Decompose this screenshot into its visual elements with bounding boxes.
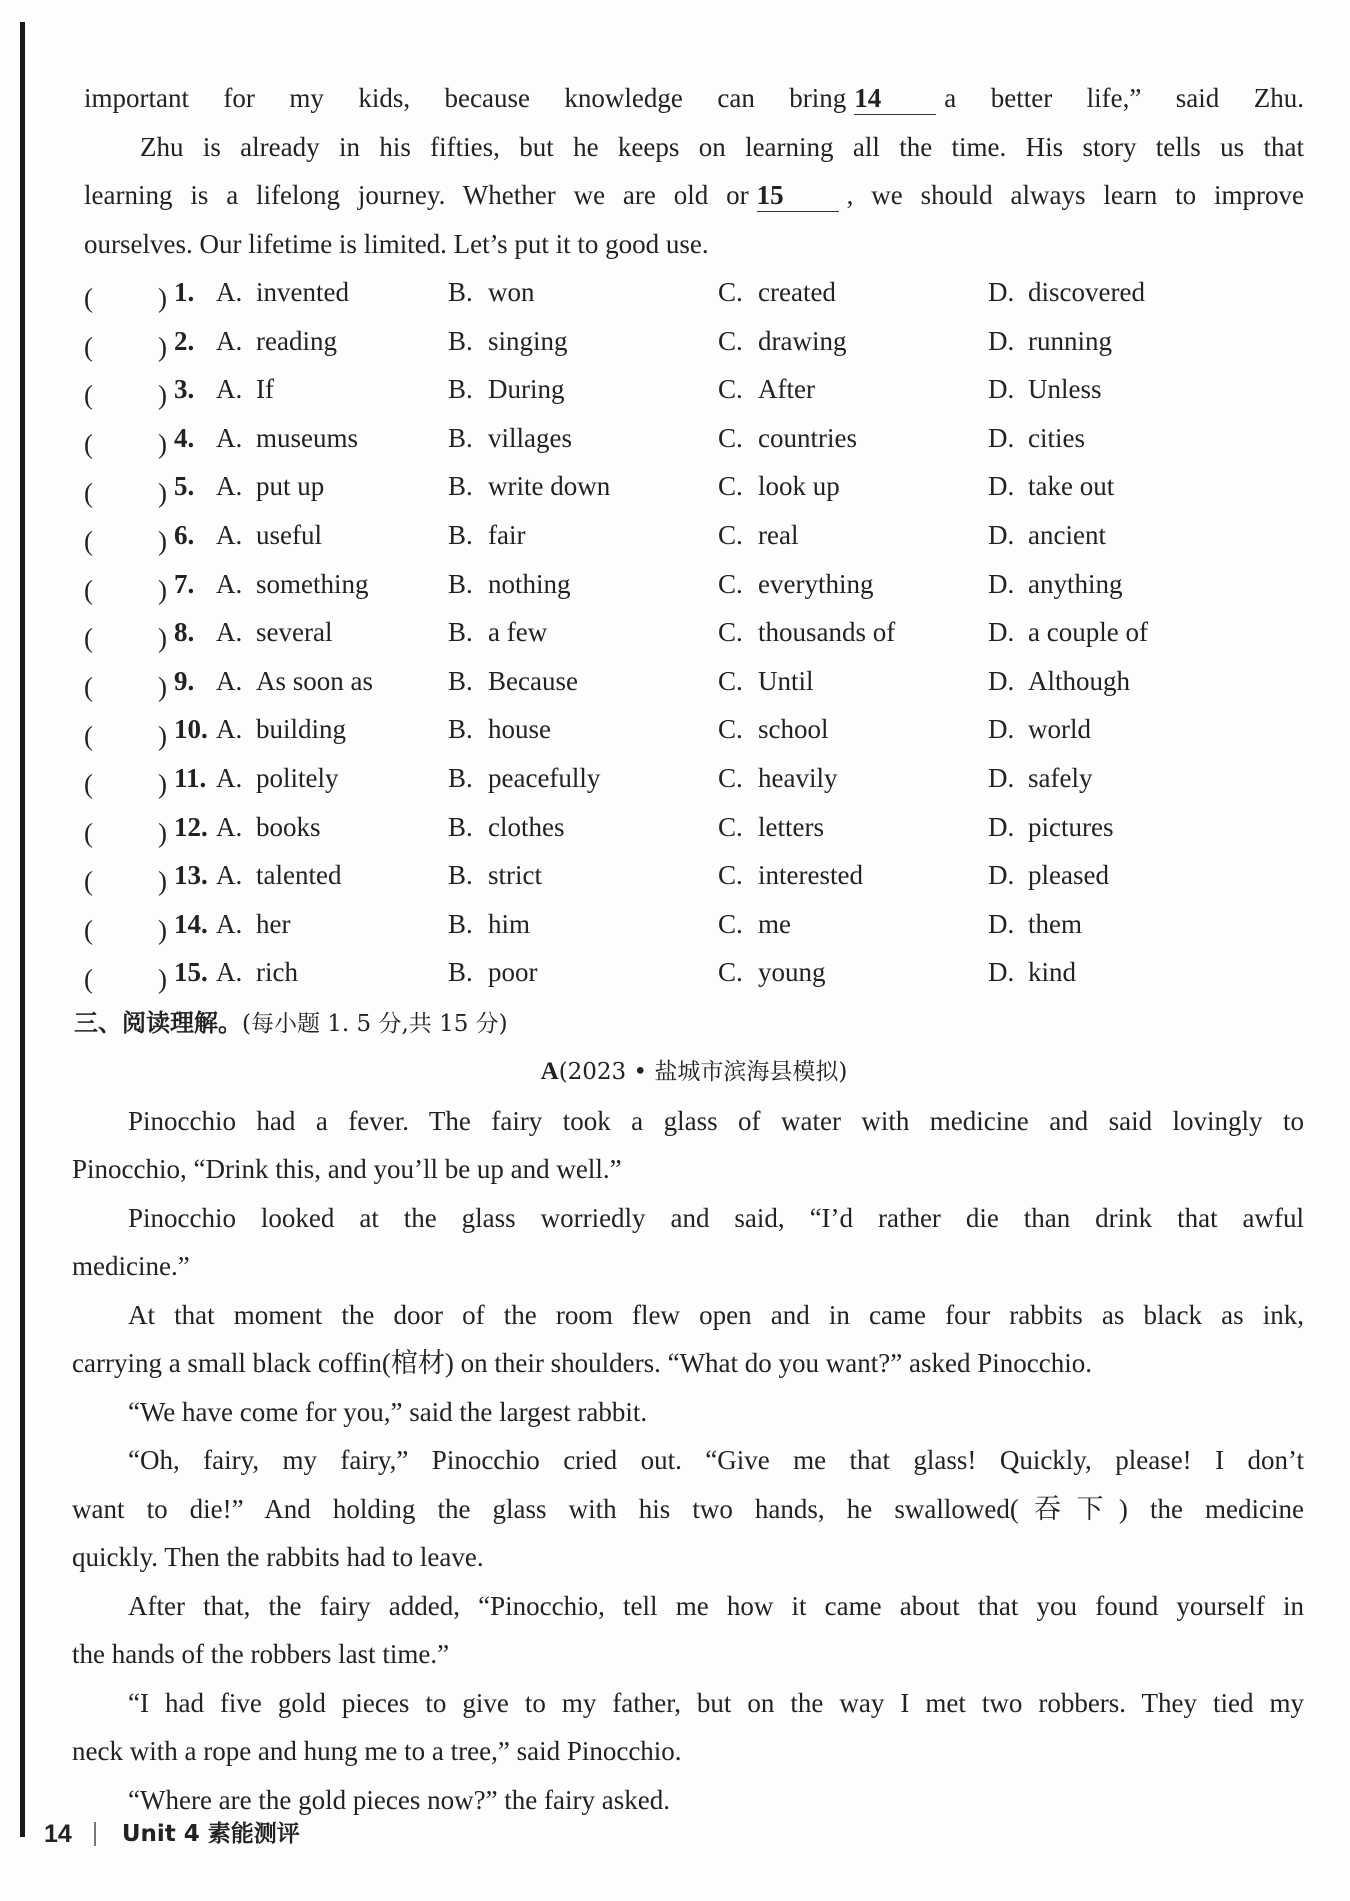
option-a: A. museums — [216, 422, 359, 453]
option-b: B. poor — [448, 957, 538, 988]
option-a: A. something — [216, 568, 369, 599]
question-row: ( ) 2. A. reading B. singing C. drawing D. running — [84, 317, 1304, 366]
option-d: D. pictures — [988, 811, 1114, 842]
option-c: C. real — [718, 520, 799, 551]
passage-line: want to die!” And holding the glass with his two hands, he swallowed(吞下) the medicine — [72, 1493, 1304, 1524]
reading-passage — [72, 1097, 1304, 1825]
option-d: D. them — [988, 908, 1082, 939]
option-c: C. thousands of — [718, 617, 896, 648]
option-d: D. discovered — [988, 277, 1145, 308]
option-b: B. During — [448, 374, 565, 405]
option-a: A. rich — [216, 957, 298, 988]
option-a: A. invented — [216, 277, 349, 308]
question-row: ( ) 7. A. something B. nothing C. everything D. anything — [84, 560, 1304, 609]
option-a: A. several — [216, 617, 333, 648]
option-b: B. write down — [448, 471, 611, 502]
option-d: D. take out — [988, 471, 1115, 502]
passage-line: neck with a rope and hung me to a tree,” said Pinocchio. — [72, 1736, 682, 1767]
option-c: C. created — [718, 277, 836, 308]
text-line-4: ourselves. Our lifetime is limited. Let’s put it to good use. — [84, 228, 709, 259]
option-d: D. ancient — [988, 520, 1106, 551]
passage-line: Pinocchio had a fever. The fairy took a glass of water with medicine and said lovingly to — [128, 1105, 1304, 1136]
option-c: C. school — [718, 714, 829, 745]
option-b: B. peacefully — [448, 762, 601, 793]
option-d: D. safely — [988, 762, 1093, 793]
option-d: D. a couple of — [988, 617, 1148, 648]
question-number: 12. — [174, 811, 208, 842]
option-a: A. If — [216, 374, 274, 405]
option-a: A. reading — [216, 325, 337, 356]
question-row: ( ) 10. A. building B. house C. school D. world — [84, 705, 1304, 754]
option-c: C. look up — [718, 471, 840, 502]
page-number: 14 — [44, 1820, 72, 1848]
question-row: ( ) 3. A. If B. During C. After D. Unless — [84, 365, 1304, 414]
option-d: D. anything — [988, 568, 1123, 599]
option-b: B. him — [448, 908, 531, 939]
option-d: D. kind — [988, 957, 1077, 988]
text-line-2: Zhu is already in his fifties, but he keeps on learning all the time. His story tells us that — [140, 131, 1304, 162]
question-number: 8. — [174, 617, 195, 648]
question-number: 13. — [174, 860, 208, 891]
passage-line: carrying a small black coffin(棺材) on their shoulders. “What do you want?” asked Pinocchio. — [72, 1348, 1092, 1379]
passage-line: the hands of the robbers last time.” — [72, 1639, 450, 1670]
option-b: B. villages — [448, 422, 572, 453]
question-number: 1. — [174, 277, 195, 308]
option-d: D. Although — [988, 665, 1131, 696]
option-b: B. nothing — [448, 568, 571, 599]
option-d: D. cities — [988, 422, 1085, 453]
question-number: 10. — [174, 714, 208, 745]
passage-line: “We have come for you,” said the largest rabbit. — [128, 1396, 648, 1427]
option-b: B. won — [448, 277, 535, 308]
option-b: B. house — [448, 714, 551, 745]
option-a: A. useful — [216, 520, 322, 551]
option-a: A. talented — [216, 860, 342, 891]
option-b: B. singing — [448, 325, 568, 356]
option-b: B. clothes — [448, 811, 565, 842]
options-list — [84, 268, 1304, 997]
option-c: C. letters — [718, 811, 824, 842]
option-d: D. running — [988, 325, 1112, 356]
blank-14: 14 — [854, 82, 936, 115]
option-c: C. me — [718, 908, 791, 939]
text-line-1: important for my kids, because knowledge can bring 14 a better life,” said Zhu. — [84, 83, 1304, 113]
option-b: B. Because — [448, 665, 578, 696]
passage-line: “Where are the gold pieces now?” the fairy asked. — [128, 1784, 670, 1815]
option-c: C. After — [718, 374, 815, 405]
question-row: ( ) 11. A. politely B. peacefully C. heavily D. safely — [84, 754, 1304, 803]
option-b: B. fair — [448, 520, 526, 551]
option-b: B. a few — [448, 617, 548, 648]
passage-line: medicine.” — [72, 1251, 190, 1282]
option-a: A. books — [216, 811, 321, 842]
section-heading: 三、阅读理解。(每小题 1. 5 分,共 15 分) — [74, 1008, 508, 1037]
page-footer — [44, 1814, 300, 1854]
option-c: C. countries — [718, 422, 857, 453]
text-line-3: learning is a lifelong journey. Whether we are old or 15 , we should always learn to improve — [84, 180, 1304, 210]
question-row: ( ) 9. A. As soon as B. Because C. Until D. Although — [84, 657, 1304, 706]
passage-line: “Oh, fairy, my fairy,” Pinocchio cried out. “Give me that glass! Quickly, please! I don’t — [128, 1445, 1304, 1476]
option-c: C. young — [718, 957, 826, 988]
question-number: 11. — [174, 762, 207, 793]
option-b: B. strict — [448, 860, 542, 891]
question-number: 15. — [174, 957, 208, 988]
passage-line: “I had five gold pieces to give to my father, but on the way I met two robbers. They tied my — [128, 1687, 1304, 1718]
option-a: A. put up — [216, 471, 325, 502]
passage-title: A(2023 • 盐城市滨海县模拟) — [540, 1057, 848, 1085]
option-a: A. politely — [216, 762, 339, 793]
question-row: ( ) 1. A. invented B. won C. created D. discovered — [84, 268, 1304, 317]
option-c: C. Until — [718, 665, 814, 696]
question-number: 9. — [174, 665, 195, 696]
option-c: C. drawing — [718, 325, 847, 356]
passage-line: At that moment the door of the room flew open and in came four rabbits as black as ink, — [128, 1299, 1304, 1330]
question-number: 14. — [174, 908, 208, 939]
footer-title: Unit 4 素能测评 — [121, 1821, 300, 1847]
option-a: A. building — [216, 714, 347, 745]
passage-line: Pinocchio, “Drink this, and you’ll be up and well.” — [72, 1154, 622, 1185]
question-number: 7. — [174, 568, 195, 599]
option-d: D. Unless — [988, 374, 1102, 405]
passage-line: Pinocchio looked at the glass worriedly and said, “I’d rather die than drink that awful — [128, 1202, 1304, 1233]
question-number: 4. — [174, 422, 195, 453]
footer-divider — [94, 1822, 96, 1846]
question-number: 3. — [174, 374, 195, 405]
question-row: ( ) 15. A. rich B. poor C. young D. kind — [84, 948, 1304, 997]
option-d: D. pleased — [988, 860, 1109, 891]
question-number: 6. — [174, 520, 195, 551]
option-c: C. interested — [718, 860, 863, 891]
page-content — [72, 74, 1304, 1824]
option-a: A. her — [216, 908, 291, 939]
option-c: C. everything — [718, 568, 874, 599]
question-row: ( ) 13. A. talented B. strict C. interested D. pleased — [84, 851, 1304, 900]
option-a: A. As soon as — [216, 665, 374, 696]
question-number: 5. — [174, 471, 195, 502]
question-row: ( ) 5. A. put up B. write down C. look up D. take out — [84, 462, 1304, 511]
question-row: ( ) 6. A. useful B. fair C. real D. ancient — [84, 511, 1304, 560]
question-row: ( ) 8. A. several B. a few C. thousands of D. a couple of — [84, 608, 1304, 657]
question-row: ( ) 4. A. museums B. villages C. countries D. cities — [84, 414, 1304, 463]
question-number: 2. — [174, 325, 195, 356]
option-d: D. world — [988, 714, 1091, 745]
question-row: ( ) 12. A. books B. clothes C. letters D. pictures — [84, 803, 1304, 852]
option-c: C. heavily — [718, 762, 838, 793]
blank-15: 15 — [757, 179, 839, 212]
page-edge — [20, 22, 25, 1837]
passage-line: After that, the fairy added, “Pinocchio, tell me how it came about that you found yourself in — [128, 1590, 1304, 1621]
question-row: ( ) 14. A. her B. him C. me D. them — [84, 900, 1304, 949]
passage-line: quickly. Then the rabbits had to leave. — [72, 1542, 484, 1573]
